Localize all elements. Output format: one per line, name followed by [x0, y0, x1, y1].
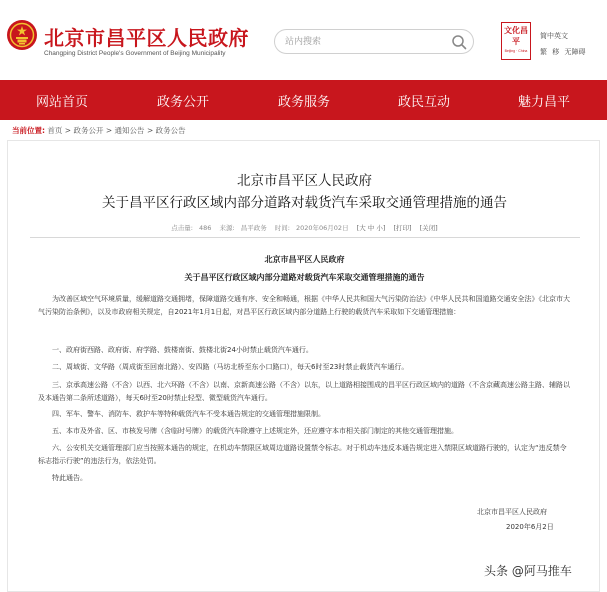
article-item-2: 二、周域街、文华路（周成街至回南北路）、安四路（马坊北桥至东小口路口），每天6时至23时禁止载货汽车通行。	[52, 363, 409, 371]
breadcrumb-sep: >	[64, 126, 72, 135]
culture-logo-text: 文化昌平	[504, 26, 528, 46]
breadcrumb-gov-announcements[interactable]: 政务公告	[155, 126, 186, 135]
body-title-line1: 北京市昌平区人民政府	[264, 255, 345, 264]
nav-item-gov-service[interactable]: 政务服务	[278, 95, 331, 110]
signature-org: 北京市昌平区人民政府	[477, 508, 547, 516]
breadcrumb-sep: >	[105, 126, 113, 135]
article-title-line1: 北京市昌平区人民政府	[237, 173, 372, 189]
article-item-6: 六、公安机关交通管理部门应当按照本通告的规定，在机动车禁限区域周边道路设置禁令标志。对于机动车违反本通告规定进入禁限区域道路行驶的，认定为“违反禁令标志指示行驶”的违法行为，依法处罚。	[38, 444, 567, 466]
article-card	[7, 140, 600, 592]
culture-changping-logo[interactable]	[501, 22, 531, 60]
breadcrumb-sep: >	[146, 126, 154, 135]
body-title-line2: 关于昌平区行政区域内部分道路对载货汽车采取交通管理措施的通告	[184, 273, 425, 282]
breadcrumb	[12, 125, 186, 136]
article-item-3: 三、京承高速公路（不含）以西、北六环路（不含）以南、京新高速公路（不含）以东，以上道路相接围成的昌平区行政区域内的道路（不含京藏高速公路主路、辅路以及本通告第二条所述道路），每天6时至20时禁止轻型、微型载货汽车通行。	[38, 381, 570, 403]
site-title[interactable]: 北京市昌平区人民政府	[44, 26, 249, 50]
nav-item-home[interactable]: 网站首页	[36, 95, 89, 110]
source-label: 来源:	[219, 224, 235, 232]
article-meta	[8, 223, 601, 232]
nav-item-interaction[interactable]: 政民互动	[398, 95, 451, 110]
article-item-4: 四、军车、警车、消防车、救护车等特种载货汽车不受本通告规定的交通管理措施限制。	[52, 410, 325, 418]
signature-date: 2020年6月2日	[506, 523, 554, 531]
clicks-value: 486	[199, 224, 212, 232]
article-intro: 为改善区域空气环境质量，缓解道路交通拥堵，保障道路交通有序、安全和畅通，根据《中华人民共和国大气污染防治法》《中华人民共和国道路交通安全法》《北京市大气污染防治条例》，以及市政府相关规定，自2021年1月1日起，对昌平区行政区域内部分道路上行驶的载货汽车采取如下交通管理措施：	[38, 295, 570, 317]
meta-divider	[30, 237, 580, 238]
watermark-text: 头条 @阿马推车	[484, 564, 572, 578]
article-closing: 特此通告。	[52, 474, 87, 482]
search-box	[274, 29, 474, 54]
national-emblem-icon[interactable]	[6, 19, 38, 51]
print-button[interactable]: [打印]	[393, 224, 412, 232]
font-size-selector[interactable]: [大 中 小]	[356, 224, 386, 232]
breadcrumb-label: 当前位置:	[12, 126, 45, 135]
util-link-mobile[interactable]: 移	[552, 48, 560, 56]
source-value: 昌平政务	[240, 224, 267, 232]
util-link-accessibility[interactable]: 无障碍	[564, 48, 586, 56]
site-subtitle: Changping District People's Government of Beijing Municipality	[44, 50, 226, 57]
article-title-line2: 关于昌平区行政区域内部分道路对载货汽车采取交通管理措施的通告	[102, 195, 507, 211]
search-input[interactable]	[285, 35, 445, 49]
util-link-lang[interactable]: 简中英文	[540, 32, 568, 40]
close-button[interactable]: [关闭]	[419, 224, 438, 232]
search-icon[interactable]	[451, 34, 467, 50]
main-nav	[0, 80, 607, 120]
breadcrumb-home[interactable]: 首页	[47, 126, 63, 135]
util-link-trad[interactable]: 繁	[540, 48, 547, 56]
nav-item-gov-affairs[interactable]: 政务公开	[157, 95, 210, 110]
article-item-1: 一、政府街西路、政府街、府学路、鼓楼南街、鼓楼北街24小时禁止载货汽车通行。	[52, 346, 313, 354]
site-header	[0, 0, 607, 80]
date-value: 2020年06月02日	[295, 224, 349, 232]
article-item-5: 五、本市及外省、区、市核发号牌（含临时号牌）的载货汽车除遵守上述规定外，还应遵守本市相关部门制定的其他交通管理措施。	[52, 427, 458, 435]
clicks-label: 点击量:	[171, 224, 193, 232]
date-label: 时间:	[274, 224, 290, 232]
breadcrumb-gov-affairs[interactable]: 政务公开	[73, 126, 104, 135]
breadcrumb-notices[interactable]: 通知公告	[114, 126, 145, 135]
culture-logo-sub: Beijing · China	[504, 49, 528, 53]
nav-item-charm-changping[interactable]: 魅力昌平	[518, 95, 571, 110]
utility-links	[540, 28, 602, 60]
